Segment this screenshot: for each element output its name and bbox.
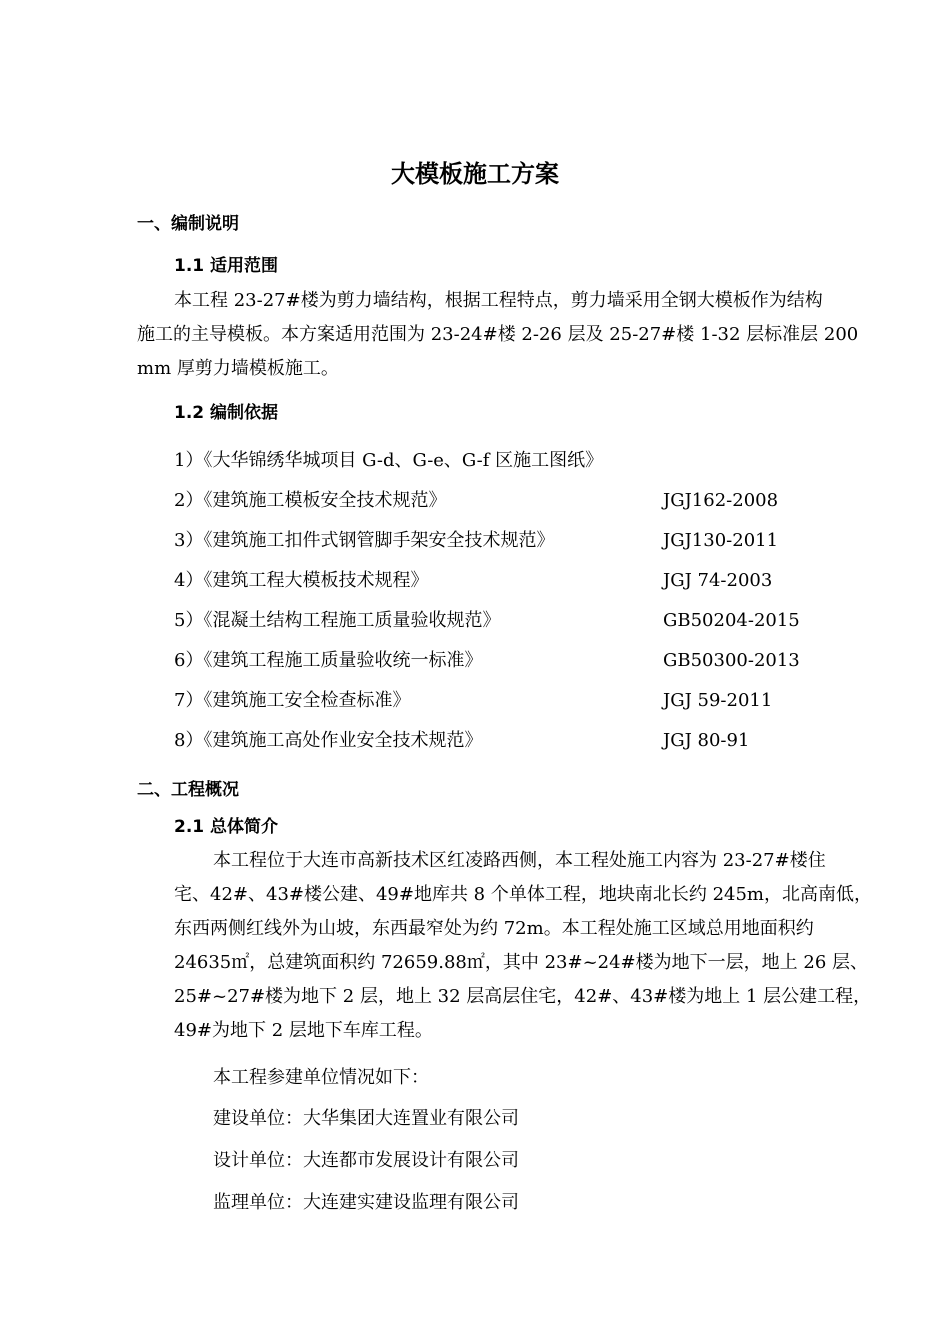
- section-2-heading: 二、工程概况: [137, 780, 239, 800]
- reference-code: JGJ130-2011: [663, 530, 779, 551]
- section-1-1-heading: 1.1 适用范围: [174, 256, 279, 276]
- reference-name: 5）《混凝土结构工程施工质量验收规范》: [174, 610, 501, 631]
- overview-paragraph-line-3: 东西两侧红线外为山坡，东西最窄处为约 72m。本工程处施工区域总用地面积约: [174, 918, 814, 939]
- reference-item: [174, 687, 814, 715]
- overview-paragraph-line-4: 24635㎡，总建筑面积约 72659.88㎡，其中 23#~24#楼为地下一层，地上 26 层、: [174, 952, 868, 973]
- section-1-2-heading: 1.2 编制依据: [174, 403, 279, 423]
- scope-paragraph-line-3: mm 厚剪力墙模板施工。: [137, 358, 339, 379]
- overview-paragraph-line-2: 宅、42#、43#楼公建、49#地库共 8 个单体工程，地块南北长约 245m，北高南低，: [174, 884, 872, 905]
- participant-designer: 设计单位：大连都市发展设计有限公司: [213, 1150, 519, 1171]
- reference-item: [174, 727, 814, 755]
- reference-code: JGJ 74-2003: [663, 570, 773, 591]
- reference-name: 7）《建筑施工安全检查标准》: [174, 690, 411, 711]
- reference-code: GB50204-2015: [663, 610, 800, 631]
- reference-item: [174, 567, 814, 595]
- reference-name: 4）《建筑工程大模板技术规程》: [174, 570, 429, 591]
- section-2-1-heading: 2.1 总体简介: [174, 817, 279, 837]
- reference-item: [174, 487, 814, 515]
- reference-name: 3）《建筑施工扣件式钢管脚手架安全技术规范》: [174, 530, 555, 551]
- reference-code: JGJ162-2008: [663, 490, 779, 511]
- reference-item: [174, 527, 814, 555]
- reference-item: [174, 607, 814, 635]
- scope-paragraph-line-1: 本工程 23-27#楼为剪力墙结构，根据工程特点，剪力墙采用全钢大模板作为结构: [174, 290, 823, 311]
- section-1-heading: 一、编制说明: [137, 214, 239, 234]
- scope-paragraph-line-2: 施工的主导模板。本方案适用范围为 23-24#楼 2-26 层及 25-27#楼 1-32 层标准层 200: [137, 324, 859, 345]
- reference-item: [174, 447, 814, 475]
- reference-name: 8）《建筑施工高处作业安全技术规范》: [174, 730, 483, 751]
- reference-code: JGJ 59-2011: [663, 690, 773, 711]
- reference-name: 6）《建筑工程施工质量验收统一标准》: [174, 650, 483, 671]
- reference-name: 1）《大华锦绣华城项目 G-d、G-e、G-f 区施工图纸》: [174, 450, 604, 471]
- reference-name: 2）《建筑施工模板安全技术规范》: [174, 490, 447, 511]
- overview-paragraph-line-6: 49#为地下 2 层地下车库工程。: [174, 1020, 433, 1041]
- reference-item: [174, 647, 814, 675]
- participants-intro: 本工程参建单位情况如下：: [213, 1067, 429, 1088]
- overview-paragraph-line-1: 本工程位于大连市高新技术区红凌路西侧，本工程处施工内容为 23-27#楼住: [213, 850, 826, 871]
- reference-code: JGJ 80-91: [663, 730, 750, 751]
- document-title: 大模板施工方案: [391, 160, 559, 188]
- participant-client: 建设单位：大华集团大连置业有限公司: [213, 1108, 519, 1129]
- participant-supervisor: 监理单位：大连建实建设监理有限公司: [213, 1192, 519, 1213]
- reference-code: GB50300-2013: [663, 650, 800, 671]
- overview-paragraph-line-5: 25#~27#楼为地下 2 层，地上 32 层高层住宅，42#、43#楼为地上 1 层公建工程，: [174, 986, 872, 1007]
